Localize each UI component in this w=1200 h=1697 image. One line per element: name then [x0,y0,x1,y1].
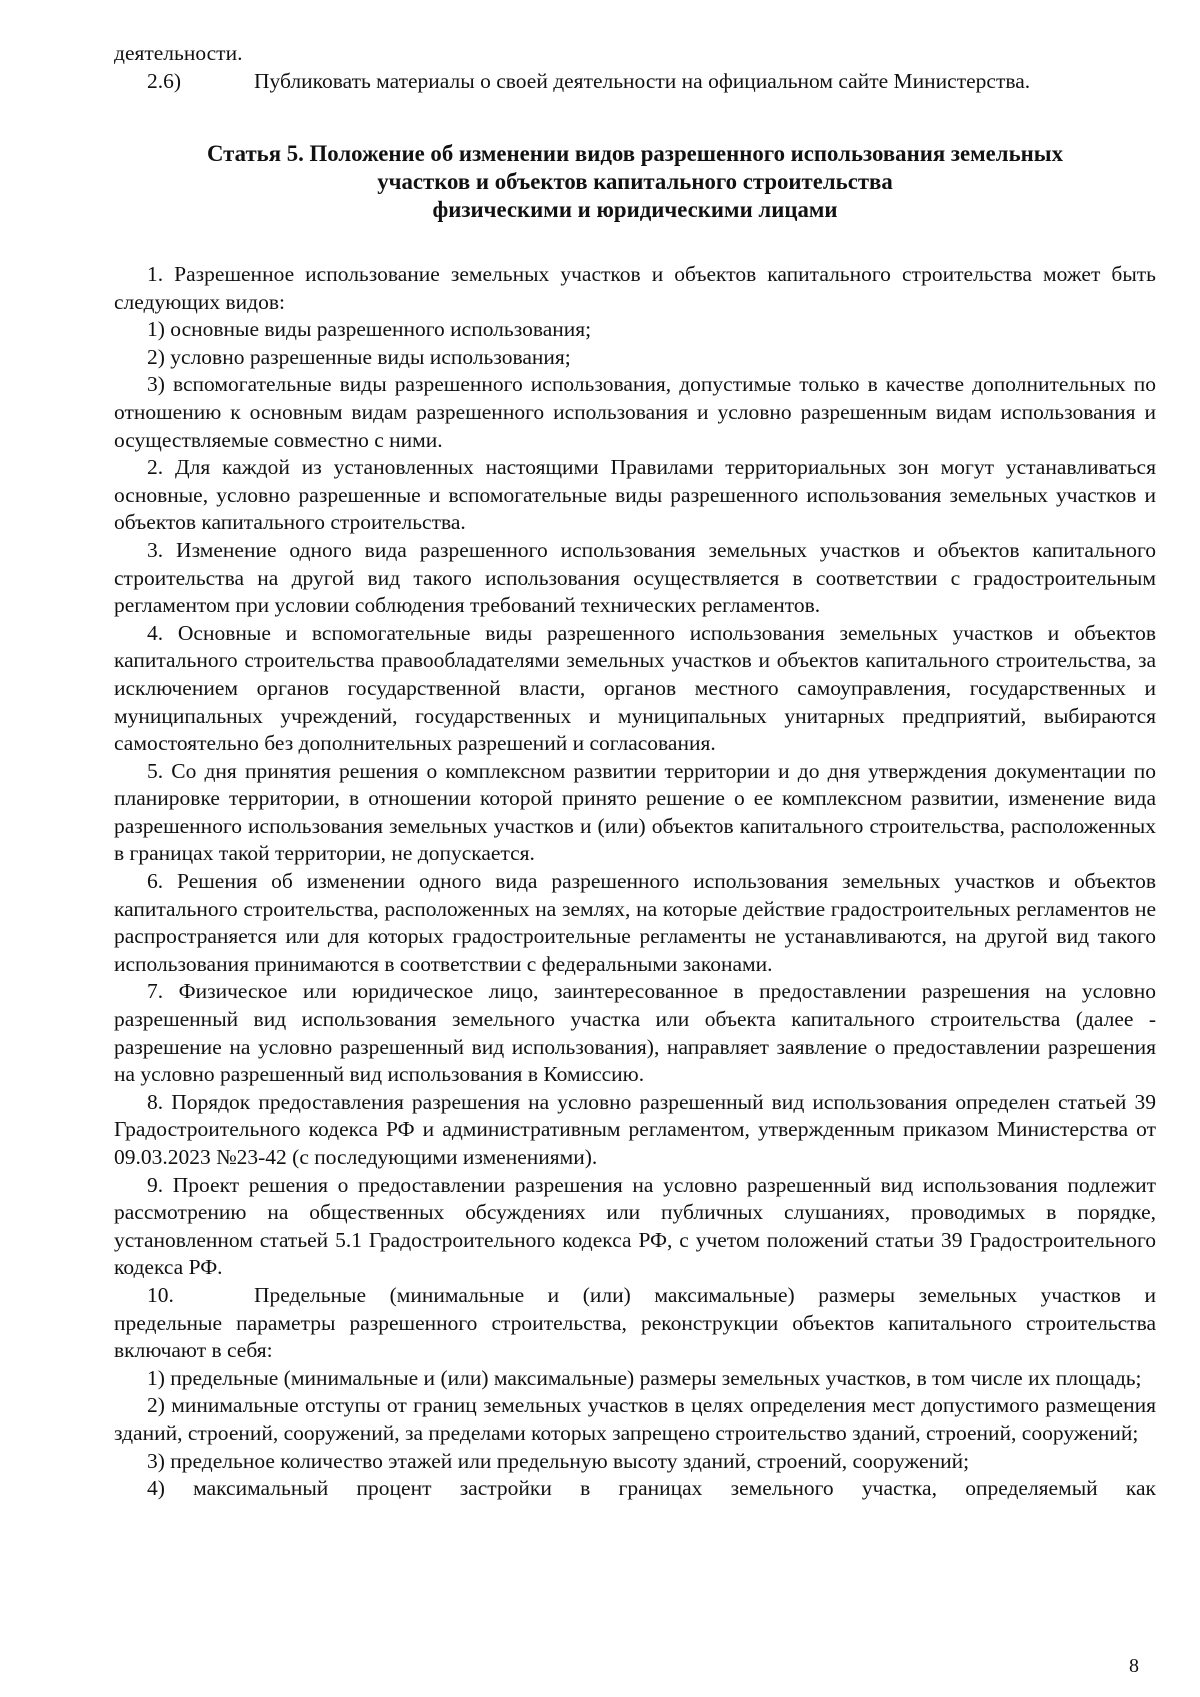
paragraph-2: 2. Для каждой из установленных настоящими Правилами территориальных зон могут устанавливаться основные, условно разрешенные и вспомогательные виды разрешенного использования земельных участков и объектов капитального строительства. [114,455,1156,535]
heading-line-2: участков и объектов капитального строительства [377,168,893,194]
previous-page-fragment: деятельности. [114,41,243,65]
paragraph-10-rest: предельные параметры разрешенного строительства, реконструкции объектов капитального строительства включают в себя: [114,1310,1156,1363]
subitem-10-2: 2) минимальные отступы от границ земельных участков в целях определения мест допустимого размещения зданий, строений, сооружений, за пределами которых запрещено строительство зданий, строений, сооружений; [114,1393,1156,1445]
subitem-10-3: 3) предельное количество этажей или предельную высоту зданий, строений, сооружений; [147,1448,970,1473]
article-heading [114,140,1156,223]
subitem-1-3: 3) вспомогательные виды разрешенного использования, допустимые только в качестве дополнительных по отношению к основным видам разрешенного использования и условно разрешенным видам использования и осуществляемые совместно с ними. [114,372,1156,452]
item-number: 2.6) [147,68,182,93]
paragraph-5: 5. Со дня принятия решения о комплексном развитии территории и до дня утверждения документации по планировке территории, в отношении которой принято решение о ее комплексном развитии, изменение вида разрешенного использования земельных участков и (или) объектов капитального строительства, расположенных в границах такой территории, не допускается. [114,758,1156,866]
paragraph-4: 4. Основные и вспомогательные виды разрешенного использования земельных участков и объектов капитального строительства правообладателями земельных участков и объектов капитального строительства, за исключением органов государственной власти, органов местного самоуправления, государственных и муниципальных учреждений, государственных и муниципальных унитарных предприятий, выбираются самостоятельно без дополнительных разрешений и согласования. [114,620,1156,756]
paragraph-10-number: 10. [147,1282,174,1307]
article-body [114,261,1156,1503]
top-section [114,40,1156,95]
paragraph-8: 8. Порядок предоставления разрешения на условно разрешенный вид использования определен статьей 39 Градостроительного кодекса РФ и административным регламентом, утвержденным приказом Министерства от 09.03.2023 №23-42 (с последующими изменениями). [114,1089,1156,1169]
paragraph-9: 9. Проект решения о предоставлении разрешения на условно разрешенный вид использования подлежит рассмотрению на общественных обсуждениях или публичных слушаниях, проводимых в порядке, установленном статьей 5.1 Градостроительного кодекса РФ, с учетом положений статьи 39 Градостроительного кодекса РФ. [114,1172,1156,1280]
item-text: Публиковать материалы о своей деятельности на официальном сайте Министерства. [254,68,1031,93]
heading-line-3: физическими и юридическими лицами [432,196,838,222]
paragraph-7: 7. Физическое или юридическое лицо, заинтересованное в предоставлении разрешения на условно разрешенный вид использования земельного участка или объекта капитального строительства (далее - разрешение на условно разрешенный вид использования), направляет заявление о предоставлении разрешения на условно разрешенный вид использования в Комиссию. [114,979,1156,1087]
page-number: 8 [1129,1655,1139,1677]
subitem-10-4: 4) максимальный процент застройки в границах земельного участка, определяемый как [147,1476,1156,1501]
paragraph-10-first-line [114,1282,1156,1310]
item-2-6 [114,68,1156,96]
paragraph-3: 3. Изменение одного вида разрешенного использования земельных участков и объектов капитального строительства на другой вид такого использования осуществляется в соответствии с градостроительным регламентом при условии соблюдения требований технических регламентов. [114,537,1156,618]
subitem-1-2: 2) условно разрешенные виды использования; [147,344,571,369]
heading-line-1: Статья 5. Положение об изменении видов разрешенного использования земельных [207,141,1063,166]
subitem-10-1: 1) предельные (минимальные и (или) максимальные) размеры земельных участков, в том числе их площадь; [147,1365,1142,1390]
paragraph-1: 1. Разрешенное использование земельных участков и объектов капитального строительства может быть следующих видов: [114,262,1156,314]
paragraph-6: 6. Решения об изменении одного вида разрешенного использования земельных участков и объектов капитального строительства, расположенных на землях, на которые действие градостроительных регламентов не распространяется или для которых градостроительные регламенты не устанавливаются, на другой вид такого использования принимаются в соответствии с федеральными законами. [114,869,1156,976]
subitem-1-1: 1) основные виды разрешенного использования; [147,317,592,342]
paragraph-10-first-text: Предельные (минимальные и (или) максимальные) размеры земельных участков и [254,1282,1156,1307]
